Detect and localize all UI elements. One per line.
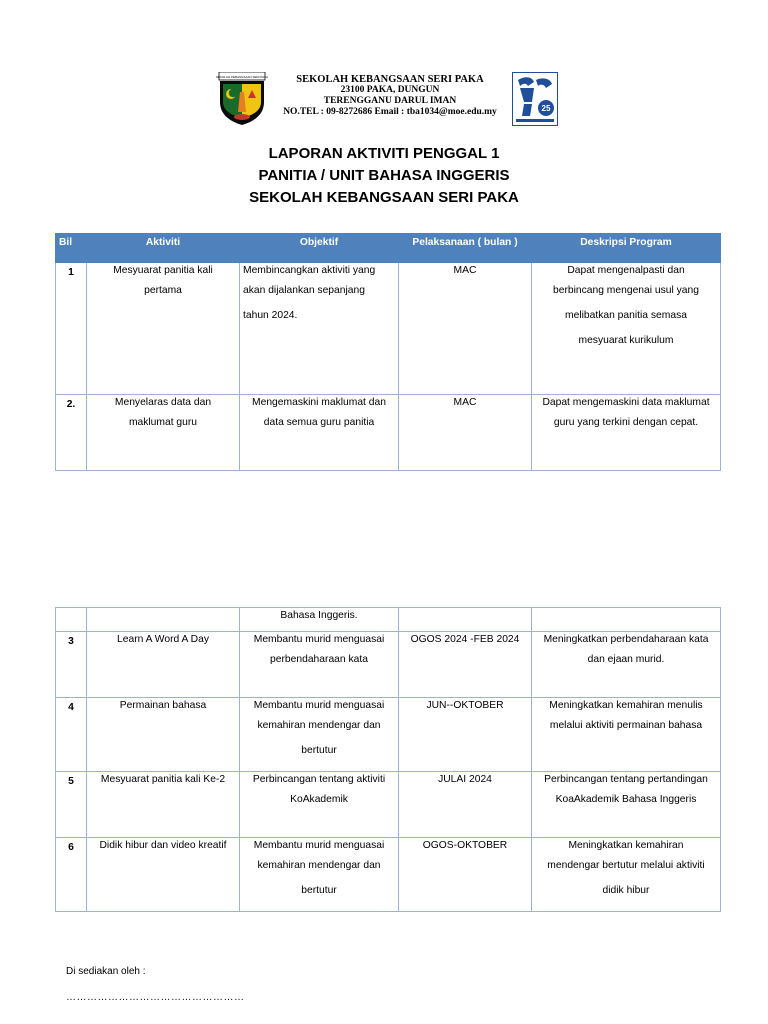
cell-pelaksanaan xyxy=(399,632,532,698)
cell-pelaksanaan xyxy=(399,395,532,471)
cell-pelaksanaan xyxy=(399,263,532,395)
cell-deskripsi-line: Meningkatkan perbendaharaan kata xyxy=(543,634,709,645)
cell-pelaksanaan-line: JULAI 2024 xyxy=(438,774,492,785)
cell-pelaksanaan xyxy=(399,772,532,838)
cell-objektif-line: tahun 2024. xyxy=(243,310,298,321)
title-line-2: PANITIA / UNIT BAHASA INGGERIS xyxy=(258,167,510,184)
cell-deskripsi-line: Meningkatkan kemahiran menulis xyxy=(549,700,703,711)
cell-pelaksanaan-line: OGOS-OKTOBER xyxy=(422,840,508,851)
cell-objektif-line: Membantu murid menguasai xyxy=(253,634,385,645)
cell-objektif-line: bertutur xyxy=(301,745,337,756)
cell-objektif-line: kemahiran mendengar dan xyxy=(257,860,381,871)
cell-bil: 1 xyxy=(56,263,87,395)
cell-deskripsi-line: Dapat mengenalpasti dan xyxy=(567,265,685,276)
cell-aktiviti xyxy=(87,263,240,395)
continuation-text: Bahasa Inggeris. xyxy=(240,608,399,632)
cell-pelaksanaan-line: MAC xyxy=(453,265,477,276)
cell-deskripsi-line: melalui aktiviti permainan bahasa xyxy=(549,720,703,731)
cell-deskripsi-line: melibatkan panitia semasa xyxy=(565,310,687,321)
cell-deskripsi-line: dan ejaan murid. xyxy=(587,654,665,665)
school-info xyxy=(272,74,508,118)
cell-bil: 6 xyxy=(56,838,87,912)
cell-objektif xyxy=(240,263,399,395)
cell-aktiviti xyxy=(87,395,240,471)
cell-deskripsi-line: guru yang terkini dengan cepat. xyxy=(553,417,699,428)
table-row xyxy=(56,632,721,698)
cell-objektif-line: data semua guru panitia xyxy=(263,417,375,428)
cell-deskripsi xyxy=(532,838,721,912)
cell-aktiviti xyxy=(87,838,240,912)
cell-objektif xyxy=(240,838,399,912)
cell-pelaksanaan xyxy=(399,838,532,912)
cell-aktiviti-line: Permainan bahasa xyxy=(119,700,207,711)
cell-bil: 5 xyxy=(56,772,87,838)
cell-bil: 3 xyxy=(56,632,87,698)
cell-pelaksanaan-line: JUN--OKTOBER xyxy=(426,700,504,711)
cell-bil: 2. xyxy=(56,395,87,471)
cell-deskripsi-line: KoaAkademik Bahasa Inggeris xyxy=(555,794,697,805)
cell-aktiviti-line: Mesyuarat panitia kali xyxy=(113,265,213,276)
table-row xyxy=(56,395,721,471)
school-crest-logo xyxy=(216,72,268,126)
cell-pelaksanaan-line: OGOS 2024 -FEB 2024 xyxy=(410,634,520,645)
activity-table-part-1 xyxy=(55,233,721,471)
cell-objektif-line: Membincangkan aktiviti yang xyxy=(243,265,376,276)
cell-deskripsi-line: berbincang mengenai usul yang xyxy=(553,285,699,296)
cell-aktiviti-line: Learn A Word A Day xyxy=(117,634,209,645)
cell-pelaksanaan xyxy=(399,698,532,772)
cell-aktiviti xyxy=(87,698,240,772)
header-bil: Bil xyxy=(56,234,87,263)
cell-objektif-line: Mengemaskini maklumat dan xyxy=(252,397,386,408)
cell-aktiviti-line: Mesyuarat panitia kali Ke-2 xyxy=(100,774,226,785)
cell-deskripsi xyxy=(532,772,721,838)
cell-deskripsi xyxy=(532,395,721,471)
header-deskripsi: Deskripsi Program xyxy=(532,234,721,263)
cell-deskripsi xyxy=(532,698,721,772)
cell-deskripsi-line: Meningkatkan kemahiran xyxy=(568,840,684,851)
anniversary-25-logo xyxy=(512,72,558,126)
cell-objektif xyxy=(240,632,399,698)
table-row xyxy=(56,263,721,395)
cell-aktiviti xyxy=(87,772,240,838)
cell-deskripsi-line: Perbincangan tentang pertandingan xyxy=(544,774,708,785)
title-line-1: LAPORAN AKTIVITI PENGGAL 1 xyxy=(268,145,500,162)
letterhead xyxy=(216,70,558,128)
cell-deskripsi-line: didik hibur xyxy=(602,885,650,896)
cell-objektif-line: Membantu murid menguasai xyxy=(253,700,385,711)
cell-objektif-line: akan dijalankan sepanjang xyxy=(243,285,365,296)
cell-objektif xyxy=(240,772,399,838)
header-objektif: Objektif xyxy=(240,234,399,263)
activity-table-part-2 xyxy=(55,607,721,912)
table-row-continuation xyxy=(56,608,721,632)
cell-aktiviti-line: pertama xyxy=(144,285,182,296)
header-aktiviti: Aktiviti xyxy=(87,234,240,263)
cell-pelaksanaan-line: MAC xyxy=(453,397,477,408)
report-titles xyxy=(0,143,768,209)
cell-aktiviti-line: maklumat guru xyxy=(128,417,198,428)
cell-deskripsi-line: mesyuarat kurikulum xyxy=(578,335,674,346)
header-pelaksanaan: Pelaksanaan ( bulan ) xyxy=(399,234,532,263)
table-row xyxy=(56,698,721,772)
cell-deskripsi xyxy=(532,632,721,698)
cell-objektif-line: perbendaharaan kata xyxy=(270,654,368,665)
table-header-row xyxy=(56,234,721,263)
signature-line: …………………………………………… xyxy=(66,992,245,1003)
cell-bil: 4 xyxy=(56,698,87,772)
svg-text:25: 25 xyxy=(541,104,551,113)
school-name: SEKOLAH KEBANGSAAN SERI PAKA xyxy=(296,74,484,85)
address-line-2: TERENGGANU DARUL IMAN xyxy=(323,96,457,106)
cell-objektif-line: KoAkademik xyxy=(290,794,348,805)
cell-objektif-line: kemahiran mendengar dan xyxy=(257,720,381,731)
cell-objektif-line: bertutur xyxy=(301,885,337,896)
cell-deskripsi-line: mendengar bertutur melalui aktiviti xyxy=(547,860,705,871)
contact-line: NO.TEL : 09-8272686 Email : tba1034@moe.edu.my xyxy=(283,107,497,117)
title-line-3: SEKOLAH KEBANGSAAN SERI PAKA xyxy=(249,189,519,206)
cell-aktiviti-line: Didik hibur dan video kreatif xyxy=(99,840,227,851)
cell-objektif-line: Membantu murid menguasai xyxy=(253,840,385,851)
cell-objektif-line: Perbincangan tentang aktiviti xyxy=(252,774,386,785)
cell-deskripsi xyxy=(532,263,721,395)
cell-objektif xyxy=(240,395,399,471)
cell-objektif xyxy=(240,698,399,772)
table-row xyxy=(56,838,721,912)
address-line-1: 23100 PAKA, DUNGUN xyxy=(340,85,440,95)
table-row xyxy=(56,772,721,838)
svg-text:SEKOLAH KEBANGSAAN SERI PAKA: SEKOLAH KEBANGSAAN SERI PAKA xyxy=(216,75,268,79)
cell-deskripsi-line: Dapat mengemaskini data maklumat xyxy=(542,397,710,408)
cell-aktiviti-line: Menyelaras data dan xyxy=(114,397,212,408)
prepared-by-label: Di sediakan oleh : xyxy=(66,966,146,977)
cell-aktiviti xyxy=(87,632,240,698)
